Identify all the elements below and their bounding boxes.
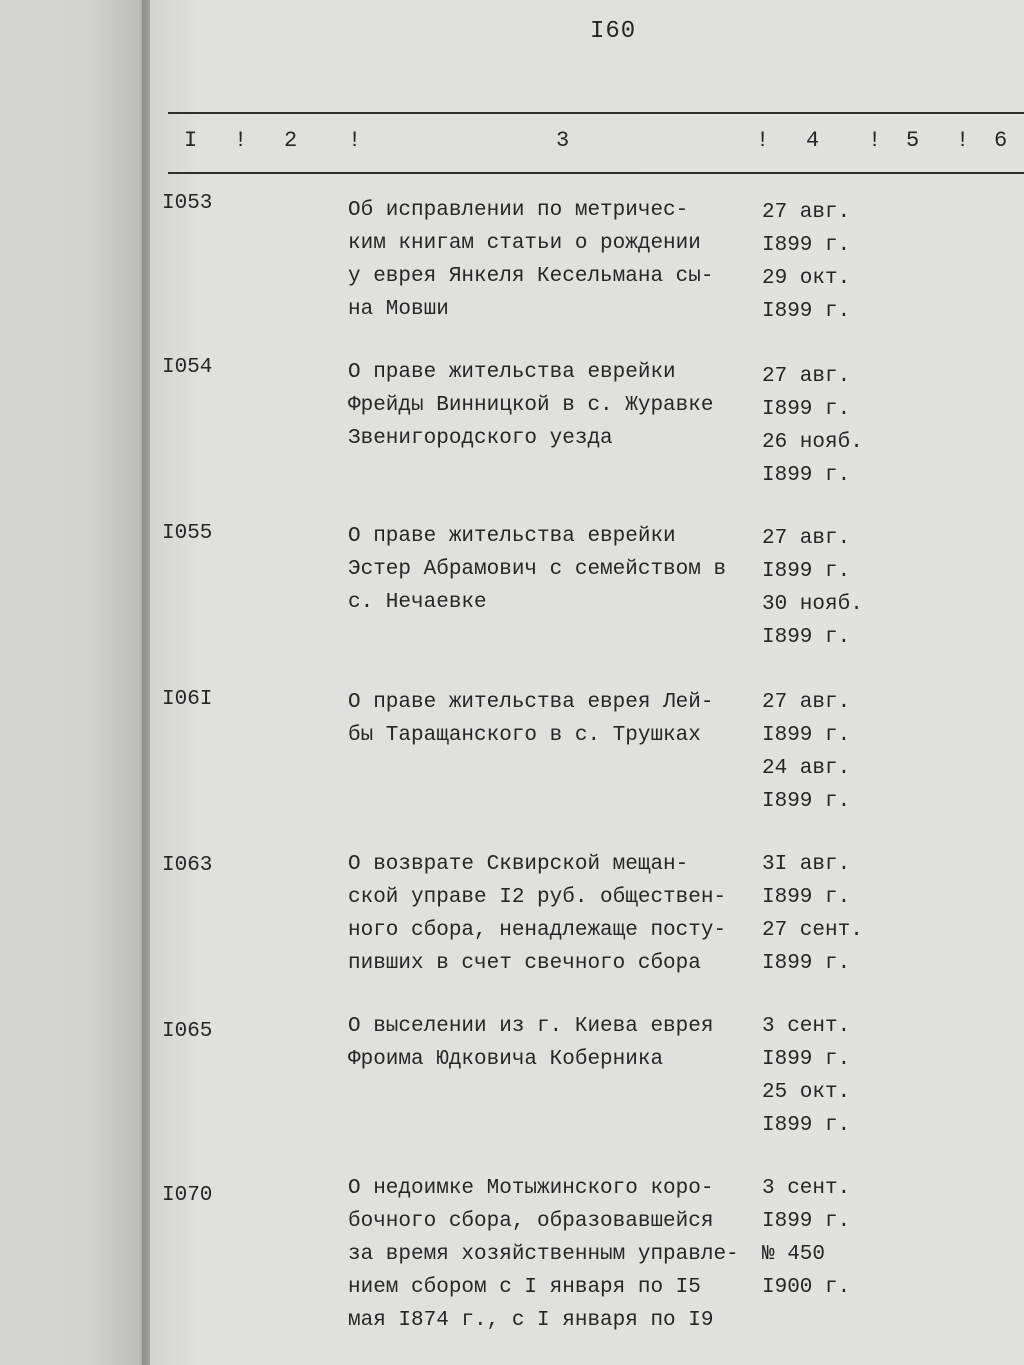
date-line: 27 авг. [762, 527, 851, 550]
description-line: О выселении из г. Киева еврея [348, 1015, 714, 1038]
column-header-3: 3 [556, 128, 570, 153]
description-line: ской управе I2 руб. обществен- [348, 886, 727, 909]
description-line: на Мовши [348, 298, 449, 321]
date-line: 3 сент. [762, 1177, 851, 1200]
description-line: ким книгам статьи о рождении [348, 232, 701, 255]
description-line: нием сбором с I января по I5 [348, 1276, 701, 1299]
column-separator: ! [868, 128, 882, 153]
date-line: 30 нояб. [762, 593, 863, 616]
entry-description [348, 520, 758, 619]
date-line: 27 авг. [762, 201, 851, 224]
column-separator: ! [956, 128, 970, 153]
description-line: Фроима Юдковича Коберника [348, 1048, 664, 1071]
page-number: I60 [590, 18, 637, 45]
date-line: I899 г. [762, 886, 851, 909]
date-line: 27 авг. [762, 691, 851, 714]
column-header-2: 2 [284, 128, 298, 153]
entry-description [348, 1010, 758, 1076]
date-line: I899 г. [762, 398, 851, 421]
date-line: I899 г. [762, 790, 851, 813]
date-line: 27 сент. [762, 919, 863, 942]
column-header-6: 6 [994, 128, 1008, 153]
entry-number: I053 [162, 192, 213, 215]
column-separator: ! [756, 128, 770, 153]
description-line: Эстер Абрамович с семейством в [348, 558, 727, 581]
description-line: с. Нечаевке [348, 591, 487, 614]
description-line: О возврате Сквирской мещан- [348, 853, 689, 876]
description-line: мая I874 г., с I января по I9 [348, 1309, 714, 1332]
description-line: за время хозяйственным управле- [348, 1243, 739, 1266]
entry-dates [762, 196, 962, 328]
description-line: Фрейды Винницкой в с. Журавке [348, 394, 714, 417]
date-line: 26 нояб. [762, 431, 863, 454]
date-line: I899 г. [762, 1048, 851, 1071]
entry-number: I070 [162, 1184, 213, 1207]
entry-number: I063 [162, 854, 213, 877]
entry-description [348, 686, 758, 752]
description-line: бы Таращанского в с. Трушках [348, 724, 701, 747]
date-line: I899 г. [762, 626, 851, 649]
entry-number: I055 [162, 522, 213, 545]
date-line: I899 г. [762, 234, 851, 257]
date-line: № 450 [762, 1243, 826, 1266]
entry-dates [762, 848, 962, 980]
date-line: 27 авг. [762, 365, 851, 388]
entry-number: I065 [162, 1020, 213, 1043]
entry-dates [762, 1010, 962, 1142]
column-header-1: I [184, 128, 198, 153]
date-line: I899 г. [762, 464, 851, 487]
description-line: Звенигородского уезда [348, 427, 613, 450]
date-line: 3 сент. [762, 1015, 851, 1038]
table-header-top-rule [168, 112, 1024, 114]
left-page-edge [0, 0, 150, 1365]
description-line: О недоимке Мотыжинского коро- [348, 1177, 714, 1200]
column-header-5: 5 [906, 128, 920, 153]
column-separator: ! [234, 128, 248, 153]
entry-number: I054 [162, 356, 213, 379]
date-line: 24 авг. [762, 757, 851, 780]
entry-dates [762, 1172, 962, 1304]
entry-dates [762, 522, 962, 654]
description-line: О праве жительства еврейки [348, 361, 676, 384]
description-line: Об исправлении по метричес- [348, 199, 689, 222]
description-line: бочного сбора, образовавшейся [348, 1210, 714, 1233]
entry-description [348, 848, 758, 980]
column-header-4: 4 [806, 128, 820, 153]
entry-description [348, 194, 758, 326]
description-line: пивших в счет свечного сбора [348, 952, 701, 975]
column-separator: ! [348, 128, 362, 153]
document-page [150, 0, 1024, 1365]
description-line: у еврея Янкеля Кесельмана сы- [348, 265, 714, 288]
entry-description [348, 356, 758, 455]
date-line: 3I авг. [762, 853, 851, 876]
description-line: ного сбора, ненадлежаще посту- [348, 919, 727, 942]
entry-number: I06I [162, 688, 213, 711]
entry-description [348, 1172, 758, 1337]
description-line: О праве жительства еврейки [348, 525, 676, 548]
table-header-bottom-rule [168, 172, 1024, 174]
description-line: О праве жительства еврея Лей- [348, 691, 714, 714]
date-line: 29 окт. [762, 267, 851, 290]
date-line: 25 окт. [762, 1081, 851, 1104]
entry-dates [762, 686, 962, 818]
date-line: I899 г. [762, 1114, 851, 1137]
date-line: I899 г. [762, 300, 851, 323]
date-line: I900 г. [762, 1276, 851, 1299]
date-line: I899 г. [762, 560, 851, 583]
date-line: I899 г. [762, 952, 851, 975]
date-line: I899 г. [762, 724, 851, 747]
entry-dates [762, 360, 962, 492]
date-line: I899 г. [762, 1210, 851, 1233]
